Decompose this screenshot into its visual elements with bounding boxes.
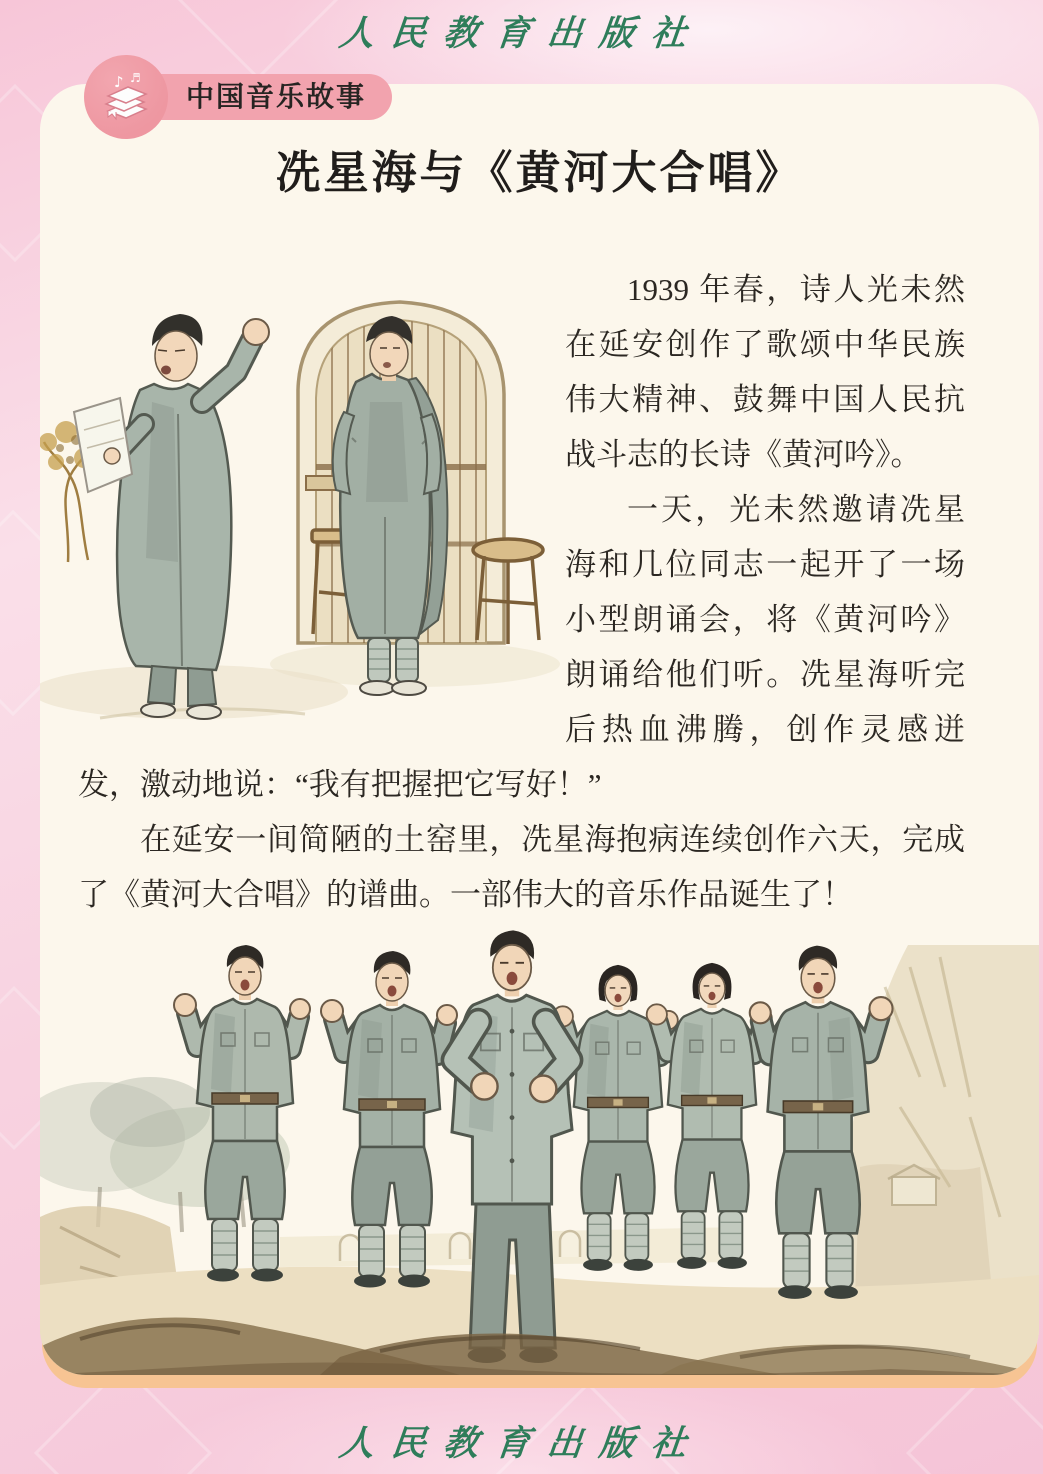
- paragraph-3: 在延安一间简陋的土窑里，冼星海抱病连续创作六天，完成了《黄河大合唱》的谱曲。一部伟大的音乐作品诞生了！: [78, 822, 965, 912]
- recital-illustration-svg: [40, 262, 565, 755]
- svg-text:♬: ♬: [130, 71, 141, 85]
- paragraph-1: 1939 年春，诗人光未然在延安创作了歌颂中华民族伟大精神、鼓舞中国人民抗战斗志的长诗《黄河吟》。: [565, 272, 965, 472]
- story-category-label: 中国音乐故事: [124, 74, 392, 120]
- page-title: 冼星海与《黄河大合唱》: [275, 148, 804, 198]
- chorus-illustration: [40, 927, 1039, 1375]
- publisher-logo-bottom: 人民教育出版社: [337, 1424, 706, 1463]
- story-text: [78, 262, 965, 922]
- content-card: [40, 84, 1039, 1375]
- recital-illustration: [40, 262, 565, 755]
- chorus-illustration-svg: [40, 927, 1039, 1375]
- publisher-logo-top: 人民教育出版社: [337, 14, 706, 53]
- reciting-man: [74, 314, 269, 719]
- paragraph-2: 一天，光未然邀请冼星海和几位同志一起开了一场小型朗诵会，将《黄河吟》朗诵给他们听。冼星海听完后热血沸腾，创作灵感迸发，激动地说：“我有把握把它写好！”: [78, 492, 965, 802]
- music-note-glyphs: ♪: [114, 73, 124, 91]
- story-category-badge: [84, 55, 392, 139]
- music-books-icon: [84, 55, 168, 139]
